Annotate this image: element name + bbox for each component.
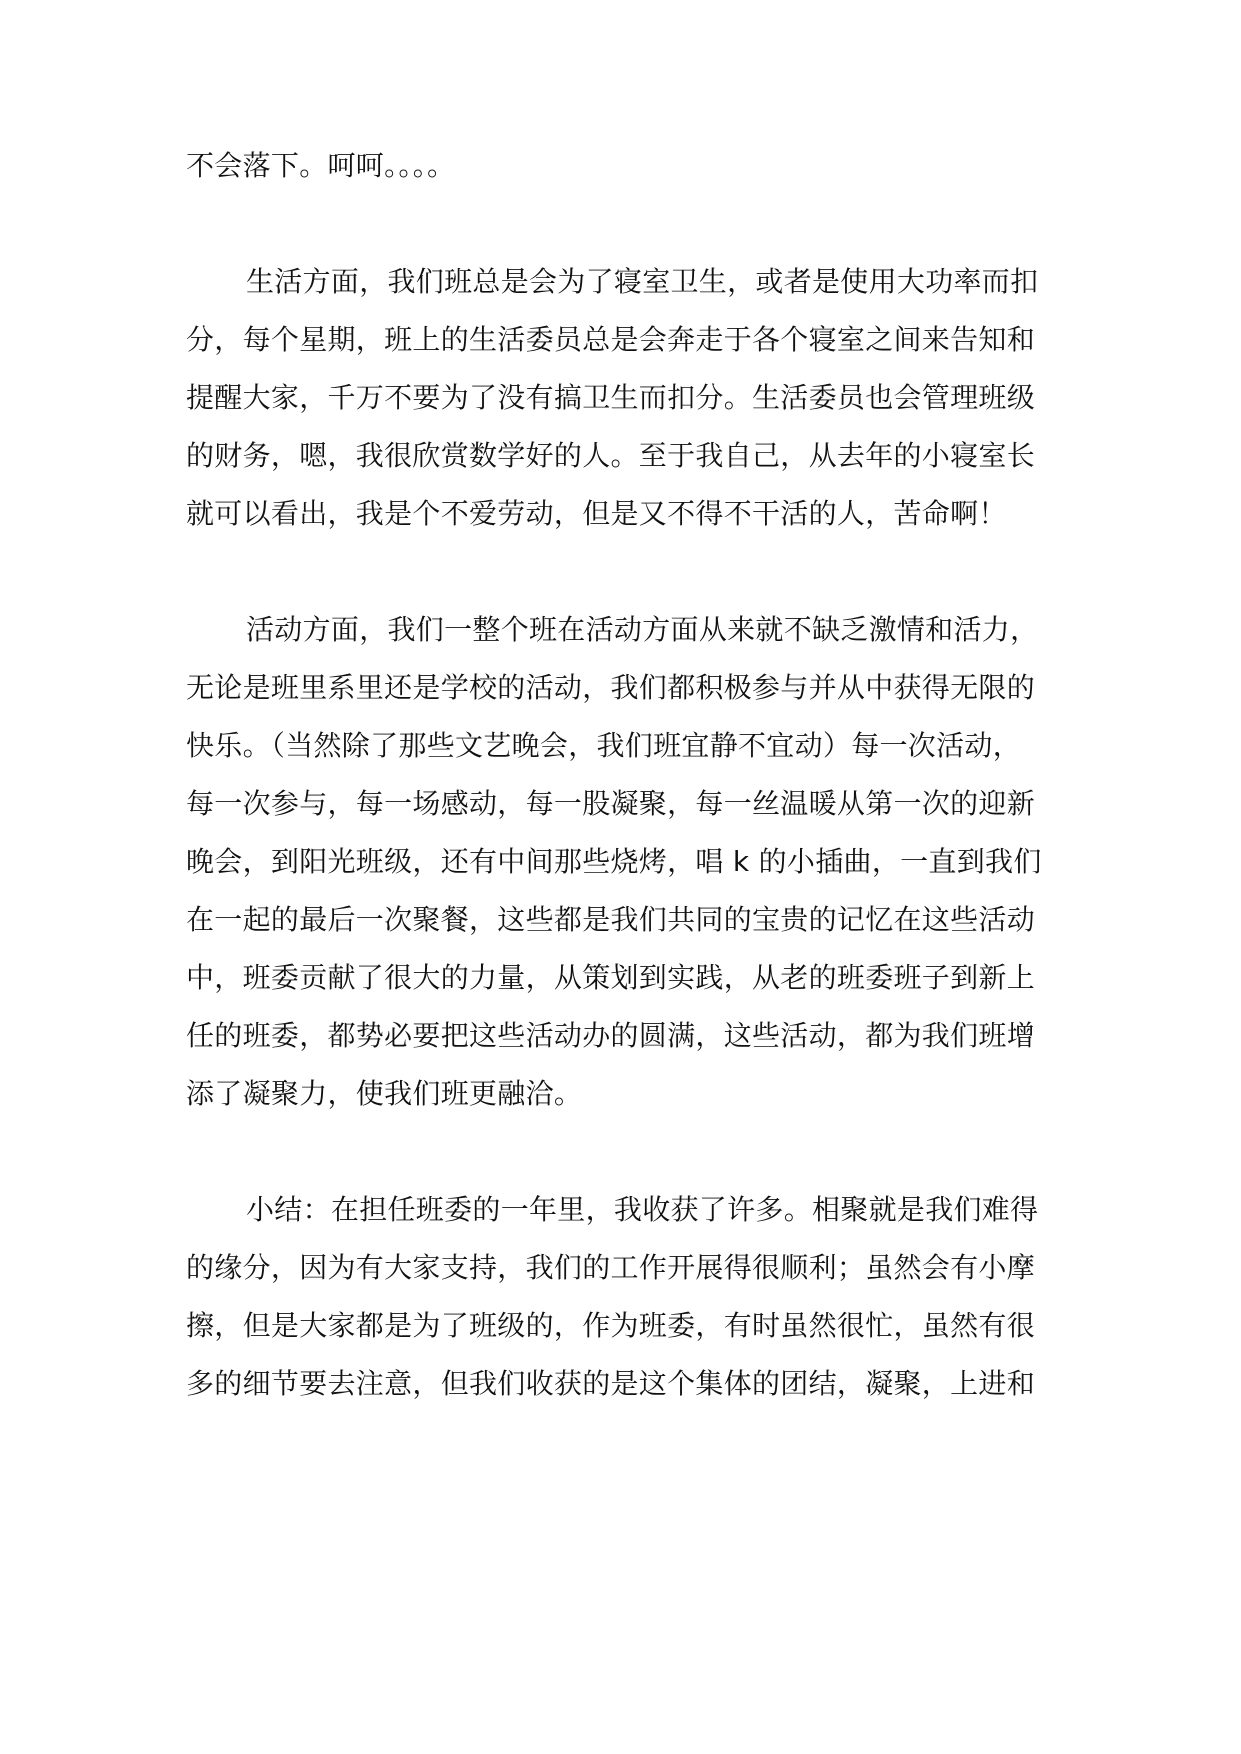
paragraph-2-line-3: 每一次参与，每一场感动，每一股凝聚，每一丝温暖从第一次的迎新 <box>186 787 1036 820</box>
paragraph-2-line-1: 无论是班里系里还是学校的活动，我们都积极参与并从中获得无限的 <box>186 671 1036 704</box>
paragraph-2-line-0: 活动方面，我们一整个班在活动方面从来就不缺乏激情和活力， <box>246 613 1039 646</box>
paragraph-1-line-0: 生活方面，我们班总是会为了寝室卫生，或者是使用大功率而扣 <box>246 265 1039 298</box>
paragraph-2-line-2: 快乐。（当然除了那些文艺晚会，我们班宜静不宜动）每一次活动， <box>186 729 1022 762</box>
paragraph-2-line-8: 添了凝聚力，使我们班更融洽。 <box>186 1077 583 1110</box>
paragraph-0-line-0: 不会落下。呵呵。。。。 <box>186 149 456 182</box>
paragraph-1-line-4: 就可以看出，我是个不爱劳动，但是又不得不干活的人，苦命啊！ <box>186 497 1007 530</box>
paragraph-1-line-3: 的财务，嗯，我很欣赏数学好的人。至于我自己，从去年的小寝室长 <box>186 439 1036 472</box>
paragraph-2-line-5: 在一起的最后一次聚餐，这些都是我们共同的宝贵的记忆在这些活动 <box>186 903 1036 936</box>
paragraph-2-line-6: 中，班委贡献了很大的力量，从策划到实践，从老的班委班子到新上 <box>186 961 1036 994</box>
paragraph-3-line-2: 擦，但是大家都是为了班级的，作为班委，有时虽然很忙，虽然有很 <box>186 1309 1036 1342</box>
paragraph-3-line-0: 小结：在担任班委的一年里，我收获了许多。相聚就是我们难得 <box>246 1193 1039 1226</box>
paragraph-3-line-1: 的缘分，因为有大家支持，我们的工作开展得很顺利；虽然会有小摩 <box>186 1251 1036 1284</box>
paragraph-1-line-1: 分，每个星期，班上的生活委员总是会奔走于各个寝室之间来告知和 <box>186 323 1036 356</box>
paragraph-3-line-3: 多的细节要去注意，但我们收获的是这个集体的团结，凝聚，上进和 <box>186 1367 1036 1400</box>
paragraph-2-line-7: 任的班委，都势必要把这些活动办的圆满，这些活动，都为我们班增 <box>186 1019 1036 1052</box>
paragraph-2-line-4: 晚会，到阳光班级，还有中间那些烧烤，唱 k 的小插曲，一直到我们 <box>186 845 1042 878</box>
paragraph-1-line-2: 提醒大家，千万不要为了没有搞卫生而扣分。生活委员也会管理班级 <box>186 381 1036 414</box>
